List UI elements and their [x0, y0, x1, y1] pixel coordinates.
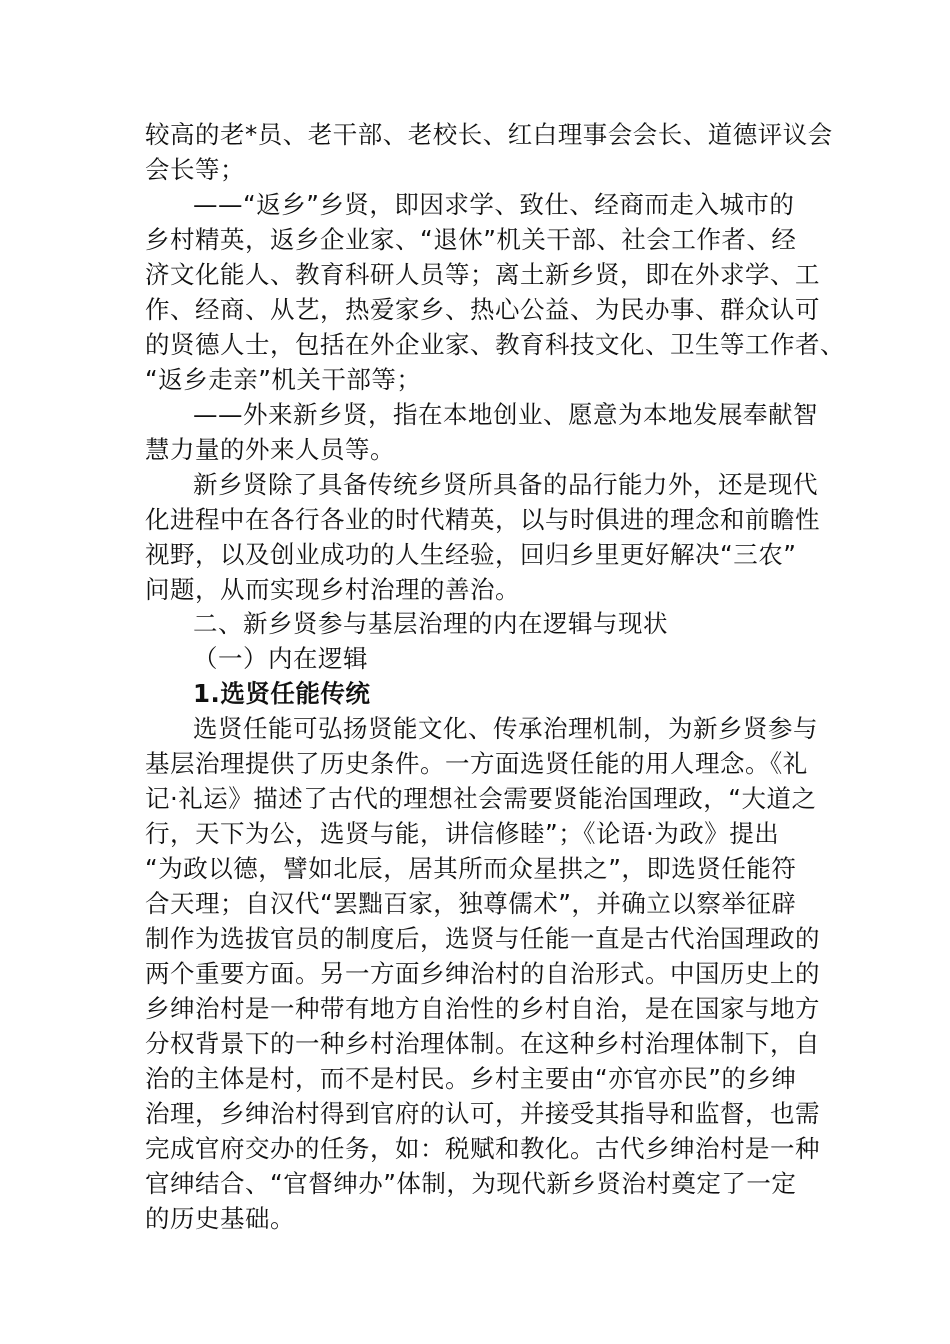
text-line: ——外来新乡贤，指在本地创业、愿意为本地发展奉献智 [193, 400, 818, 429]
text-line: 合天理；自汉代“罢黜百家，独尊儒术”，并确立以察举征辟 [145, 889, 797, 918]
text-line: 化进程中在各行各业的时代精英，以与时俱进的理念和前瞻性 [145, 505, 820, 534]
text-line: 治理，乡绅治村得到官府的认可，并接受其指导和监督，也需 [145, 1099, 820, 1128]
text-line: 的贤德人士，包括在外企业家、教育科技文化、卫生等工作者、 [145, 330, 845, 359]
text-line: 分权背景下的一种乡村治理体制。在这种乡村治理体制下，自 [145, 1029, 820, 1058]
text-line: “为政以德，譬如北辰，居其所而众星拱之”，即选贤任能符 [145, 854, 797, 883]
text-line: 较高的老*员、老干部、老校长、红白理事会会长、道德评议会 [145, 120, 833, 149]
text-line: 慧力量的外来人员等。 [145, 435, 395, 464]
text-line: 的历史基础。 [145, 1204, 295, 1233]
text-line: 新乡贤除了具备传统乡贤所具备的品行能力外，还是现代 [193, 470, 818, 499]
text-line: 基层治理提供了历史条件。一方面选贤任能的用人理念。《礼 [145, 749, 808, 778]
text-line: 完成官府交办的任务，如：税赋和教化。古代乡绅治村是一种 [145, 1134, 820, 1163]
text-line: 问题，从而实现乡村治理的善治。 [145, 575, 520, 604]
text-line: ——“返乡”乡贤，即因求学、致仕、经商而走入城市的 [193, 190, 795, 219]
subsection-heading: （一）内在逻辑 [193, 644, 368, 673]
text-line: 选贤任能可弘扬贤能文化、传承治理机制，为新乡贤参与 [193, 714, 818, 743]
text-line: “返乡走亲”机关干部等； [145, 365, 422, 394]
text-line: 两个重要方面。另一方面乡绅治村的自治形式。中国历史上的 [145, 959, 820, 988]
subsection-title: 1.选贤任能传统 [193, 679, 371, 708]
text-line: 官绅结合、“官督绅办”体制，为现代新乡贤治村奠定了一定 [145, 1169, 797, 1198]
text-line: 视野，以及创业成功的人生经验，回归乡里更好解决“三农” [145, 540, 797, 569]
text-line: 济文化能人、教育科研人员等；离土新乡贤，即在外求学、工 [145, 260, 820, 289]
section-heading: 二、新乡贤参与基层治理的内在逻辑与现状 [193, 609, 668, 638]
text-line: 作、经商、从艺，热爱家乡、热心公益、为民办事、群众认可 [145, 295, 820, 324]
text-line: 制作为选拔官员的制度后，选贤与任能一直是古代治国理政的 [145, 924, 820, 953]
text-line: 治的主体是村，而不是村民。乡村主要由“亦官亦民”的乡绅 [145, 1064, 797, 1093]
text-line: 行，天下为公，选贤与能，讲信修睦”；《论语·为政》提出 [145, 819, 780, 848]
text-line: 会长等； [145, 155, 245, 184]
text-line: 乡绅治村是一种带有地方自治性的乡村自治，是在国家与地方 [145, 994, 820, 1023]
text-line: 记·礼运》描述了古代的理想社会需要贤能治国理政，“大道之 [145, 784, 817, 813]
text-line: 乡村精英，返乡企业家、“退休”机关干部、社会工作者、经 [145, 225, 797, 254]
